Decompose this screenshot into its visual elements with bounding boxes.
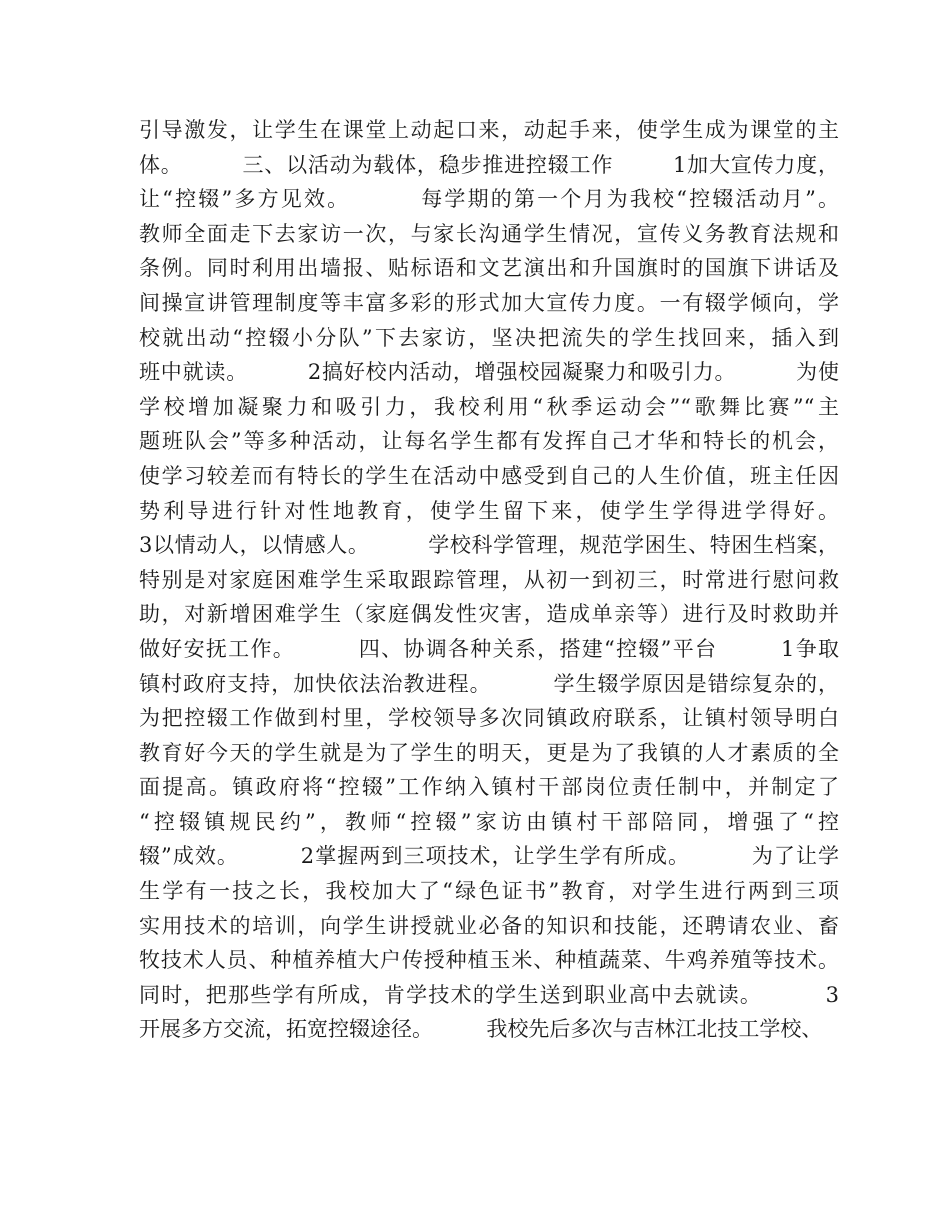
- text-line: 开展多方交流，拓宽控辍途径。 我校先后多次与吉林江北技工学校、: [139, 1017, 823, 1042]
- text-line: 助，对新增困难学生（家庭偶发性灾害，造成单亲等）进行及时救助并: [139, 602, 839, 627]
- text-line: 使学习较差而有特长的学生在活动中感受到自己的人生价值，班主任因: [139, 463, 839, 488]
- text-line: 镇村政府支持，加快依法治教进程。 学生辍学原因是错综复杂的，: [139, 671, 839, 696]
- text-line: “控辍镇规民约”，教师“控辍”家访由镇村干部陪同，增强了“控: [139, 809, 839, 834]
- text-line: 生学有一技之长，我校加大了“绿色证书”教育，对学生进行两到三项: [139, 879, 839, 904]
- text-line: 牧技术人员、种植养植大户传授种植玉米、种植蔬菜、牛鸡养殖等技术。: [139, 948, 839, 973]
- text-line: 教师全面走下去家访一次，与家长沟通学生情况，宣传义务教育法规和: [139, 221, 839, 246]
- text-line: 间操宣讲管理制度等丰富多彩的形式加大宣传力度。一有辍学倾向，学: [139, 290, 839, 315]
- text-line: 教育好今天的学生就是为了学生的明天，更是为了我镇的人才素质的全: [139, 740, 839, 765]
- text-line: 学校增加凝聚力和吸引力，我校利用“秋季运动会”“歌舞比赛”“主: [139, 394, 839, 419]
- text-line: 3以情动人，以情感人。 学校科学管理，规范学困生、特困生档案，: [139, 533, 839, 558]
- text-line: 班中就读。 2搞好校内活动，增强校园凝聚力和吸引力。 为使: [139, 360, 839, 385]
- text-line: 辍”成效。 2掌握两到三项技术，让学生学有所成。 为了让学: [139, 844, 839, 869]
- text-line: 条例。同时利用出墙报、贴标语和文艺演出和升国旗时的国旗下讲话及: [139, 256, 839, 281]
- text-line: 实用技术的培训，向学生讲授就业必备的知识和技能，还聘请农业、畜: [139, 913, 839, 938]
- text-line: 为把控辍工作做到村里，学校领导多次同镇政府联系，让镇村领导明白: [139, 706, 839, 731]
- text-line: 引导激发，让学生在课堂上动起口来，动起手来，使学生成为课堂的主: [139, 118, 839, 142]
- text-line: 让“控辍”多方见效。 每学期的第一个月为我校“控辍活动月”。: [139, 187, 839, 212]
- text-line: 做好安抚工作。 四、协调各种关系，搭建“控辍”平台 1争取: [139, 636, 839, 661]
- text-line: 特别是对家庭困难学生采取跟踪管理，从初一到初三，时常进行慰问救: [139, 567, 839, 592]
- text-line: 同时，把那些学有所成，肯学技术的学生送到职业高中去就读。 3: [139, 982, 839, 1007]
- text-line: 题班队会”等多种活动，让每名学生都有发挥自己才华和特长的机会，: [139, 429, 839, 454]
- body-text: [139, 113, 839, 1047]
- text-line: 势利导进行针对性地教育，使学生留下来，使学生学得进学得好。: [139, 498, 839, 523]
- text-line: 校就出动“控辍小分队”下去家访，坚决把流失的学生找回来，插入到: [139, 325, 839, 350]
- text-line: 体。 三、以活动为载体，稳步推进控辍工作 1加大宣传力度，: [139, 152, 839, 177]
- text-line: 面提高。镇政府将“控辍”工作纳入镇村干部岗位责任制中，并制定了: [139, 775, 839, 800]
